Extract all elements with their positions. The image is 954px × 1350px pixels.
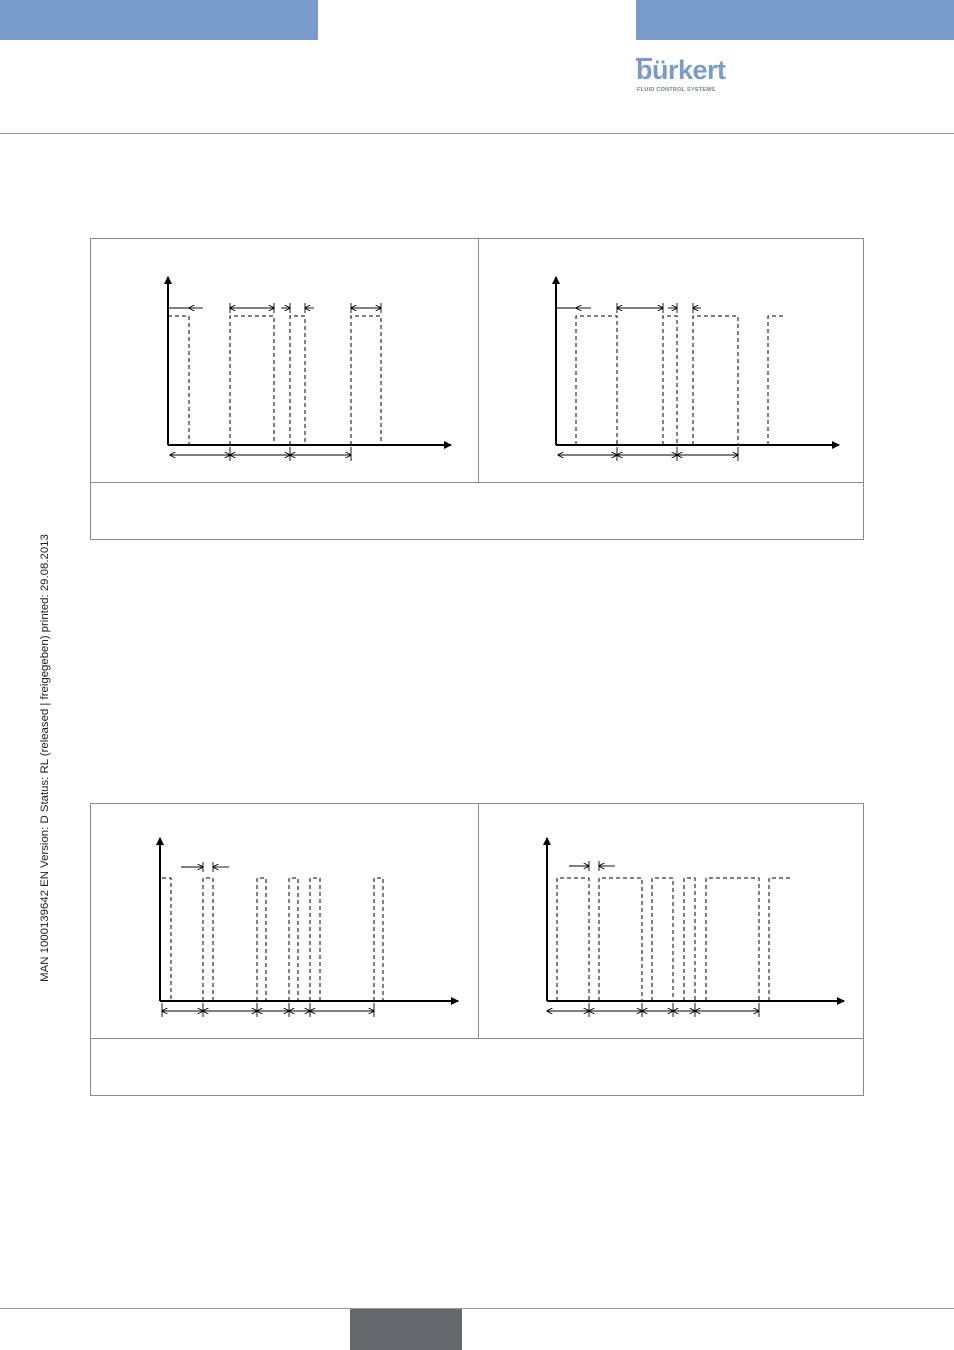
figure-1 xyxy=(90,238,864,540)
figure-1-left-diagram xyxy=(91,239,478,482)
header-band-right xyxy=(636,0,954,40)
header-band-left xyxy=(0,0,318,40)
document-status-note: MAN 1000139642 EN Version: D Status: RL (released | freigegeben) printed: 29.08.2013 xyxy=(39,534,51,982)
brand-logo xyxy=(632,56,736,98)
figure-2-left-diagram xyxy=(91,804,478,1038)
figure-2-caption xyxy=(91,1039,863,1095)
logo-tagline: FLUID CONTROL SYSTEMS xyxy=(637,87,716,93)
footer-rule xyxy=(0,1308,954,1309)
logo-wordmark: bürkert xyxy=(636,55,726,85)
figure-1-caption xyxy=(91,483,863,539)
header-rule xyxy=(0,133,954,134)
figure-2-right-diagram xyxy=(479,804,865,1038)
figure-1-right-diagram xyxy=(479,239,865,482)
page-number-tab xyxy=(350,1309,462,1350)
figure-2 xyxy=(90,803,864,1096)
